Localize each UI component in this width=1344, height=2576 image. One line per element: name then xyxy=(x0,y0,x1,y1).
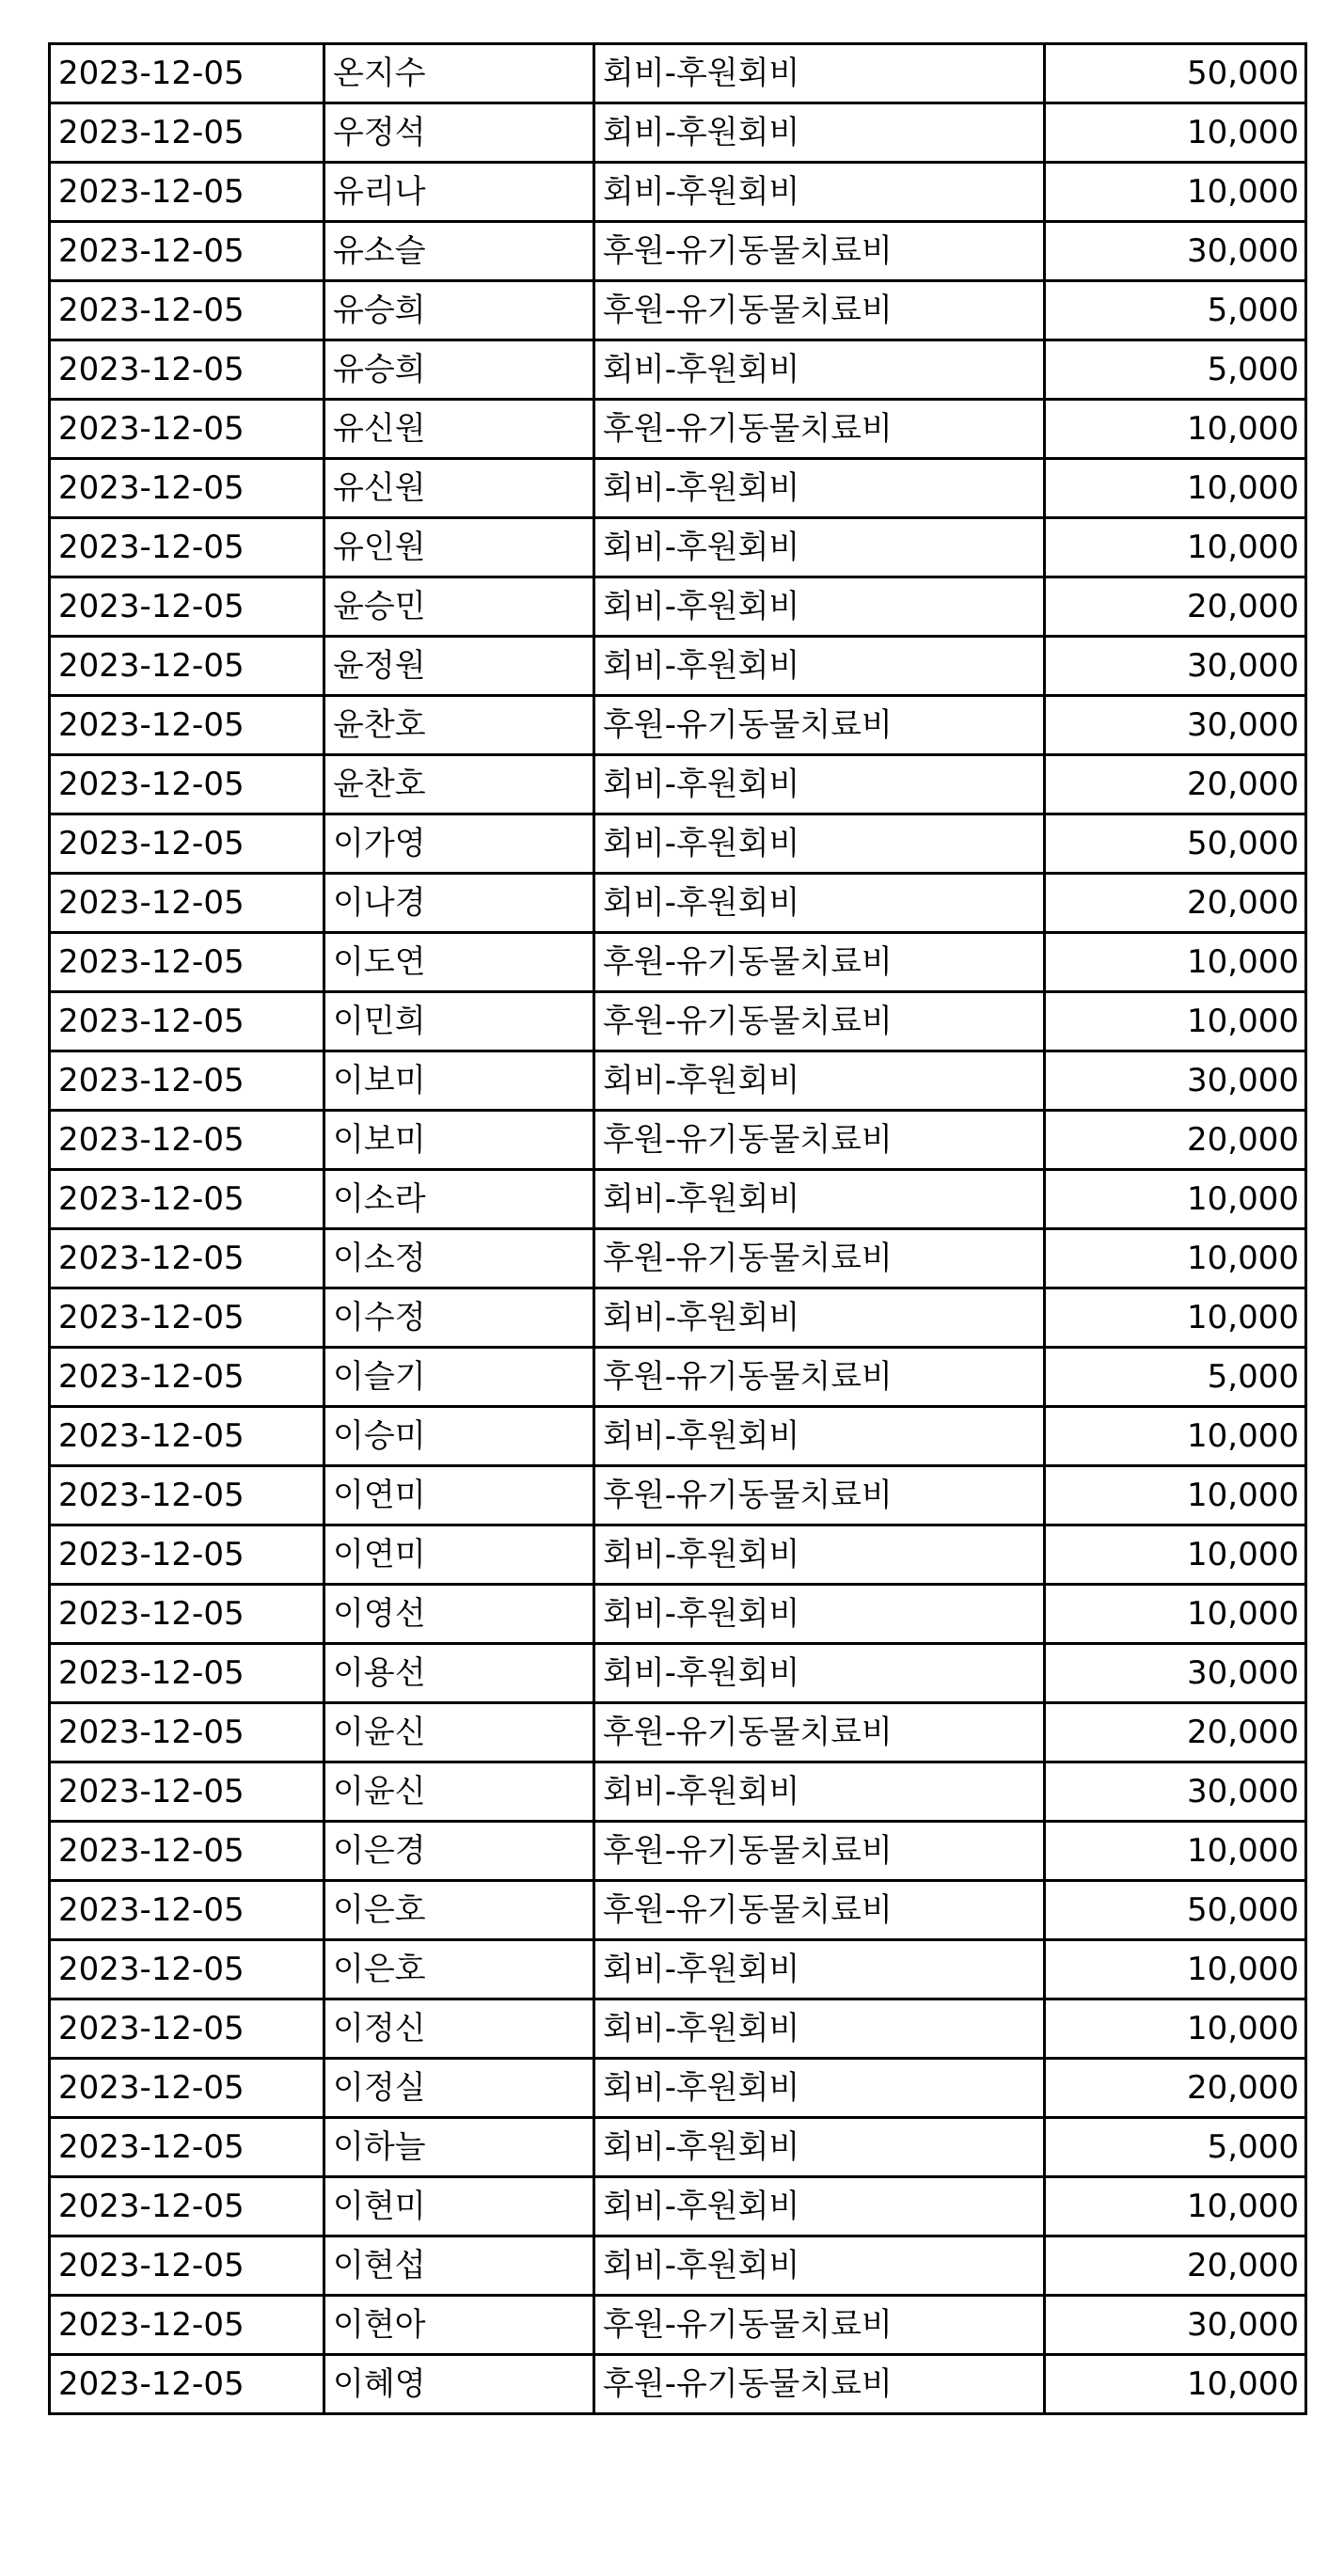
category-cell: 회비-후원회비 xyxy=(594,1585,1045,1644)
date-cell: 2023-12-05 xyxy=(50,814,324,874)
name-cell: 윤찬호 xyxy=(324,696,594,755)
category-cell: 후원-유기동물치료비 xyxy=(594,400,1045,459)
name-cell: 이승미 xyxy=(324,1407,594,1466)
table-row xyxy=(50,1822,1306,1881)
name-cell: 유승희 xyxy=(324,281,594,340)
table-row xyxy=(50,281,1306,340)
name-cell: 온지수 xyxy=(324,44,594,103)
name-cell: 유소슬 xyxy=(324,222,594,281)
name-cell: 이윤신 xyxy=(324,1703,594,1762)
table-row xyxy=(50,1111,1306,1170)
donation-ledger-table xyxy=(48,42,1307,2415)
table-row xyxy=(50,1051,1306,1111)
table-row xyxy=(50,2296,1306,2355)
name-cell: 윤승민 xyxy=(324,577,594,637)
name-cell: 이영선 xyxy=(324,1585,594,1644)
date-cell: 2023-12-05 xyxy=(50,637,324,696)
category-cell: 회비-후원회비 xyxy=(594,1762,1045,1822)
amount-cell: 30,000 xyxy=(1045,1644,1306,1703)
category-cell: 회비-후원회비 xyxy=(594,1051,1045,1111)
table-row xyxy=(50,44,1306,103)
table-row xyxy=(50,222,1306,281)
amount-cell: 20,000 xyxy=(1045,2059,1306,2118)
date-cell: 2023-12-05 xyxy=(50,2118,324,2177)
category-cell: 후원-유기동물치료비 xyxy=(594,2355,1045,2414)
name-cell: 이보미 xyxy=(324,1111,594,1170)
table-row xyxy=(50,1940,1306,1999)
category-cell: 후원-유기동물치료비 xyxy=(594,2296,1045,2355)
name-cell: 이은호 xyxy=(324,1940,594,1999)
date-cell: 2023-12-05 xyxy=(50,1229,324,1288)
name-cell: 이나경 xyxy=(324,874,594,933)
amount-cell: 10,000 xyxy=(1045,1585,1306,1644)
amount-cell: 10,000 xyxy=(1045,1466,1306,1525)
name-cell: 유신원 xyxy=(324,459,594,518)
name-cell: 윤찬호 xyxy=(324,755,594,814)
amount-cell: 30,000 xyxy=(1045,222,1306,281)
category-cell: 회비-후원회비 xyxy=(594,1407,1045,1466)
amount-cell: 10,000 xyxy=(1045,1170,1306,1229)
amount-cell: 50,000 xyxy=(1045,44,1306,103)
category-cell: 후원-유기동물치료비 xyxy=(594,696,1045,755)
category-cell: 회비-후원회비 xyxy=(594,755,1045,814)
category-cell: 회비-후원회비 xyxy=(594,340,1045,400)
amount-cell: 30,000 xyxy=(1045,696,1306,755)
date-cell: 2023-12-05 xyxy=(50,2296,324,2355)
amount-cell: 10,000 xyxy=(1045,1940,1306,1999)
name-cell: 유리나 xyxy=(324,163,594,222)
table-row xyxy=(50,1762,1306,1822)
category-cell: 회비-후원회비 xyxy=(594,2118,1045,2177)
name-cell: 이은경 xyxy=(324,1822,594,1881)
table-row xyxy=(50,577,1306,637)
amount-cell: 20,000 xyxy=(1045,2236,1306,2296)
table-row xyxy=(50,1644,1306,1703)
category-cell: 회비-후원회비 xyxy=(594,44,1045,103)
name-cell: 이소라 xyxy=(324,1170,594,1229)
date-cell: 2023-12-05 xyxy=(50,1585,324,1644)
table-row xyxy=(50,2177,1306,2236)
category-cell: 후원-유기동물치료비 xyxy=(594,992,1045,1051)
amount-cell: 10,000 xyxy=(1045,1288,1306,1348)
category-cell: 회비-후원회비 xyxy=(594,2059,1045,2118)
name-cell: 이민희 xyxy=(324,992,594,1051)
date-cell: 2023-12-05 xyxy=(50,103,324,163)
amount-cell: 30,000 xyxy=(1045,2296,1306,2355)
date-cell: 2023-12-05 xyxy=(50,518,324,577)
table-row xyxy=(50,874,1306,933)
category-cell: 회비-후원회비 xyxy=(594,577,1045,637)
date-cell: 2023-12-05 xyxy=(50,1348,324,1407)
date-cell: 2023-12-05 xyxy=(50,163,324,222)
amount-cell: 10,000 xyxy=(1045,2177,1306,2236)
name-cell: 이정실 xyxy=(324,2059,594,2118)
table-row xyxy=(50,1585,1306,1644)
amount-cell: 10,000 xyxy=(1045,1822,1306,1881)
category-cell: 후원-유기동물치료비 xyxy=(594,222,1045,281)
table-row xyxy=(50,340,1306,400)
category-cell: 후원-유기동물치료비 xyxy=(594,1348,1045,1407)
table-row xyxy=(50,1229,1306,1288)
category-cell: 회비-후원회비 xyxy=(594,518,1045,577)
category-cell: 후원-유기동물치료비 xyxy=(594,1822,1045,1881)
date-cell: 2023-12-05 xyxy=(50,933,324,992)
name-cell: 이용선 xyxy=(324,1644,594,1703)
amount-cell: 20,000 xyxy=(1045,1703,1306,1762)
category-cell: 후원-유기동물치료비 xyxy=(594,1703,1045,1762)
amount-cell: 10,000 xyxy=(1045,933,1306,992)
table-row xyxy=(50,1999,1306,2059)
name-cell: 이수정 xyxy=(324,1288,594,1348)
table-row xyxy=(50,1881,1306,1940)
name-cell: 이도연 xyxy=(324,933,594,992)
name-cell: 이하늘 xyxy=(324,2118,594,2177)
table-row xyxy=(50,637,1306,696)
table-row xyxy=(50,1407,1306,1466)
amount-cell: 10,000 xyxy=(1045,1407,1306,1466)
name-cell: 이연미 xyxy=(324,1466,594,1525)
category-cell: 회비-후원회비 xyxy=(594,814,1045,874)
amount-cell: 50,000 xyxy=(1045,1881,1306,1940)
table-row xyxy=(50,2236,1306,2296)
name-cell: 이윤신 xyxy=(324,1762,594,1822)
amount-cell: 20,000 xyxy=(1045,755,1306,814)
category-cell: 회비-후원회비 xyxy=(594,2236,1045,2296)
amount-cell: 30,000 xyxy=(1045,1051,1306,1111)
date-cell: 2023-12-05 xyxy=(50,1999,324,2059)
category-cell: 회비-후원회비 xyxy=(594,103,1045,163)
date-cell: 2023-12-05 xyxy=(50,1644,324,1703)
amount-cell: 10,000 xyxy=(1045,400,1306,459)
name-cell: 이현섭 xyxy=(324,2236,594,2296)
date-cell: 2023-12-05 xyxy=(50,44,324,103)
category-cell: 회비-후원회비 xyxy=(594,1940,1045,1999)
amount-cell: 50,000 xyxy=(1045,814,1306,874)
date-cell: 2023-12-05 xyxy=(50,340,324,400)
amount-cell: 10,000 xyxy=(1045,103,1306,163)
amount-cell: 30,000 xyxy=(1045,1762,1306,1822)
table-row xyxy=(50,2118,1306,2177)
category-cell: 후원-유기동물치료비 xyxy=(594,1111,1045,1170)
date-cell: 2023-12-05 xyxy=(50,1051,324,1111)
date-cell: 2023-12-05 xyxy=(50,2236,324,2296)
table-row xyxy=(50,755,1306,814)
category-cell: 회비-후원회비 xyxy=(594,1999,1045,2059)
date-cell: 2023-12-05 xyxy=(50,696,324,755)
amount-cell: 10,000 xyxy=(1045,1229,1306,1288)
amount-cell: 5,000 xyxy=(1045,2118,1306,2177)
amount-cell: 5,000 xyxy=(1045,281,1306,340)
name-cell: 윤정원 xyxy=(324,637,594,696)
name-cell: 이혜영 xyxy=(324,2355,594,2414)
category-cell: 회비-후원회비 xyxy=(594,637,1045,696)
amount-cell: 10,000 xyxy=(1045,992,1306,1051)
amount-cell: 5,000 xyxy=(1045,1348,1306,1407)
category-cell: 후원-유기동물치료비 xyxy=(594,1466,1045,1525)
name-cell: 이연미 xyxy=(324,1525,594,1585)
amount-cell: 20,000 xyxy=(1045,1111,1306,1170)
table-row xyxy=(50,103,1306,163)
category-cell: 회비-후원회비 xyxy=(594,1288,1045,1348)
table-row xyxy=(50,459,1306,518)
table-row xyxy=(50,1170,1306,1229)
date-cell: 2023-12-05 xyxy=(50,755,324,814)
category-cell: 후원-유기동물치료비 xyxy=(594,933,1045,992)
amount-cell: 5,000 xyxy=(1045,340,1306,400)
category-cell: 회비-후원회비 xyxy=(594,1170,1045,1229)
name-cell: 이슬기 xyxy=(324,1348,594,1407)
date-cell: 2023-12-05 xyxy=(50,1881,324,1940)
category-cell: 후원-유기동물치료비 xyxy=(594,1881,1045,1940)
date-cell: 2023-12-05 xyxy=(50,1822,324,1881)
date-cell: 2023-12-05 xyxy=(50,1170,324,1229)
table-row xyxy=(50,1525,1306,1585)
table-row xyxy=(50,518,1306,577)
table-row xyxy=(50,1466,1306,1525)
amount-cell: 30,000 xyxy=(1045,637,1306,696)
amount-cell: 10,000 xyxy=(1045,459,1306,518)
date-cell: 2023-12-05 xyxy=(50,2059,324,2118)
date-cell: 2023-12-05 xyxy=(50,577,324,637)
ledger-body xyxy=(50,44,1306,2414)
table-row xyxy=(50,1703,1306,1762)
table-row xyxy=(50,2355,1306,2414)
amount-cell: 10,000 xyxy=(1045,518,1306,577)
table-row xyxy=(50,1348,1306,1407)
amount-cell: 10,000 xyxy=(1045,163,1306,222)
name-cell: 이현아 xyxy=(324,2296,594,2355)
table-row xyxy=(50,2059,1306,2118)
date-cell: 2023-12-05 xyxy=(50,222,324,281)
name-cell: 이은호 xyxy=(324,1881,594,1940)
table-row xyxy=(50,933,1306,992)
name-cell: 유승희 xyxy=(324,340,594,400)
table-row xyxy=(50,696,1306,755)
name-cell: 이정신 xyxy=(324,1999,594,2059)
name-cell: 우정석 xyxy=(324,103,594,163)
category-cell: 회비-후원회비 xyxy=(594,2177,1045,2236)
date-cell: 2023-12-05 xyxy=(50,1762,324,1822)
table-row xyxy=(50,992,1306,1051)
date-cell: 2023-12-05 xyxy=(50,281,324,340)
name-cell: 이가영 xyxy=(324,814,594,874)
table-row xyxy=(50,1288,1306,1348)
category-cell: 후원-유기동물치료비 xyxy=(594,281,1045,340)
category-cell: 회비-후원회비 xyxy=(594,459,1045,518)
amount-cell: 10,000 xyxy=(1045,2355,1306,2414)
name-cell: 이보미 xyxy=(324,1051,594,1111)
amount-cell: 20,000 xyxy=(1045,874,1306,933)
name-cell: 유신원 xyxy=(324,400,594,459)
date-cell: 2023-12-05 xyxy=(50,2355,324,2414)
name-cell: 유인원 xyxy=(324,518,594,577)
date-cell: 2023-12-05 xyxy=(50,1703,324,1762)
table-row xyxy=(50,814,1306,874)
date-cell: 2023-12-05 xyxy=(50,992,324,1051)
category-cell: 회비-후원회비 xyxy=(594,1644,1045,1703)
category-cell: 회비-후원회비 xyxy=(594,874,1045,933)
name-cell: 이소정 xyxy=(324,1229,594,1288)
amount-cell: 10,000 xyxy=(1045,1999,1306,2059)
amount-cell: 20,000 xyxy=(1045,577,1306,637)
date-cell: 2023-12-05 xyxy=(50,2177,324,2236)
date-cell: 2023-12-05 xyxy=(50,1407,324,1466)
date-cell: 2023-12-05 xyxy=(50,1111,324,1170)
date-cell: 2023-12-05 xyxy=(50,874,324,933)
date-cell: 2023-12-05 xyxy=(50,1525,324,1585)
table-row xyxy=(50,400,1306,459)
date-cell: 2023-12-05 xyxy=(50,1466,324,1525)
date-cell: 2023-12-05 xyxy=(50,1288,324,1348)
category-cell: 후원-유기동물치료비 xyxy=(594,1229,1045,1288)
amount-cell: 10,000 xyxy=(1045,1525,1306,1585)
date-cell: 2023-12-05 xyxy=(50,1940,324,1999)
category-cell: 회비-후원회비 xyxy=(594,1525,1045,1585)
category-cell: 회비-후원회비 xyxy=(594,163,1045,222)
name-cell: 이현미 xyxy=(324,2177,594,2236)
table-row xyxy=(50,163,1306,222)
date-cell: 2023-12-05 xyxy=(50,459,324,518)
date-cell: 2023-12-05 xyxy=(50,400,324,459)
